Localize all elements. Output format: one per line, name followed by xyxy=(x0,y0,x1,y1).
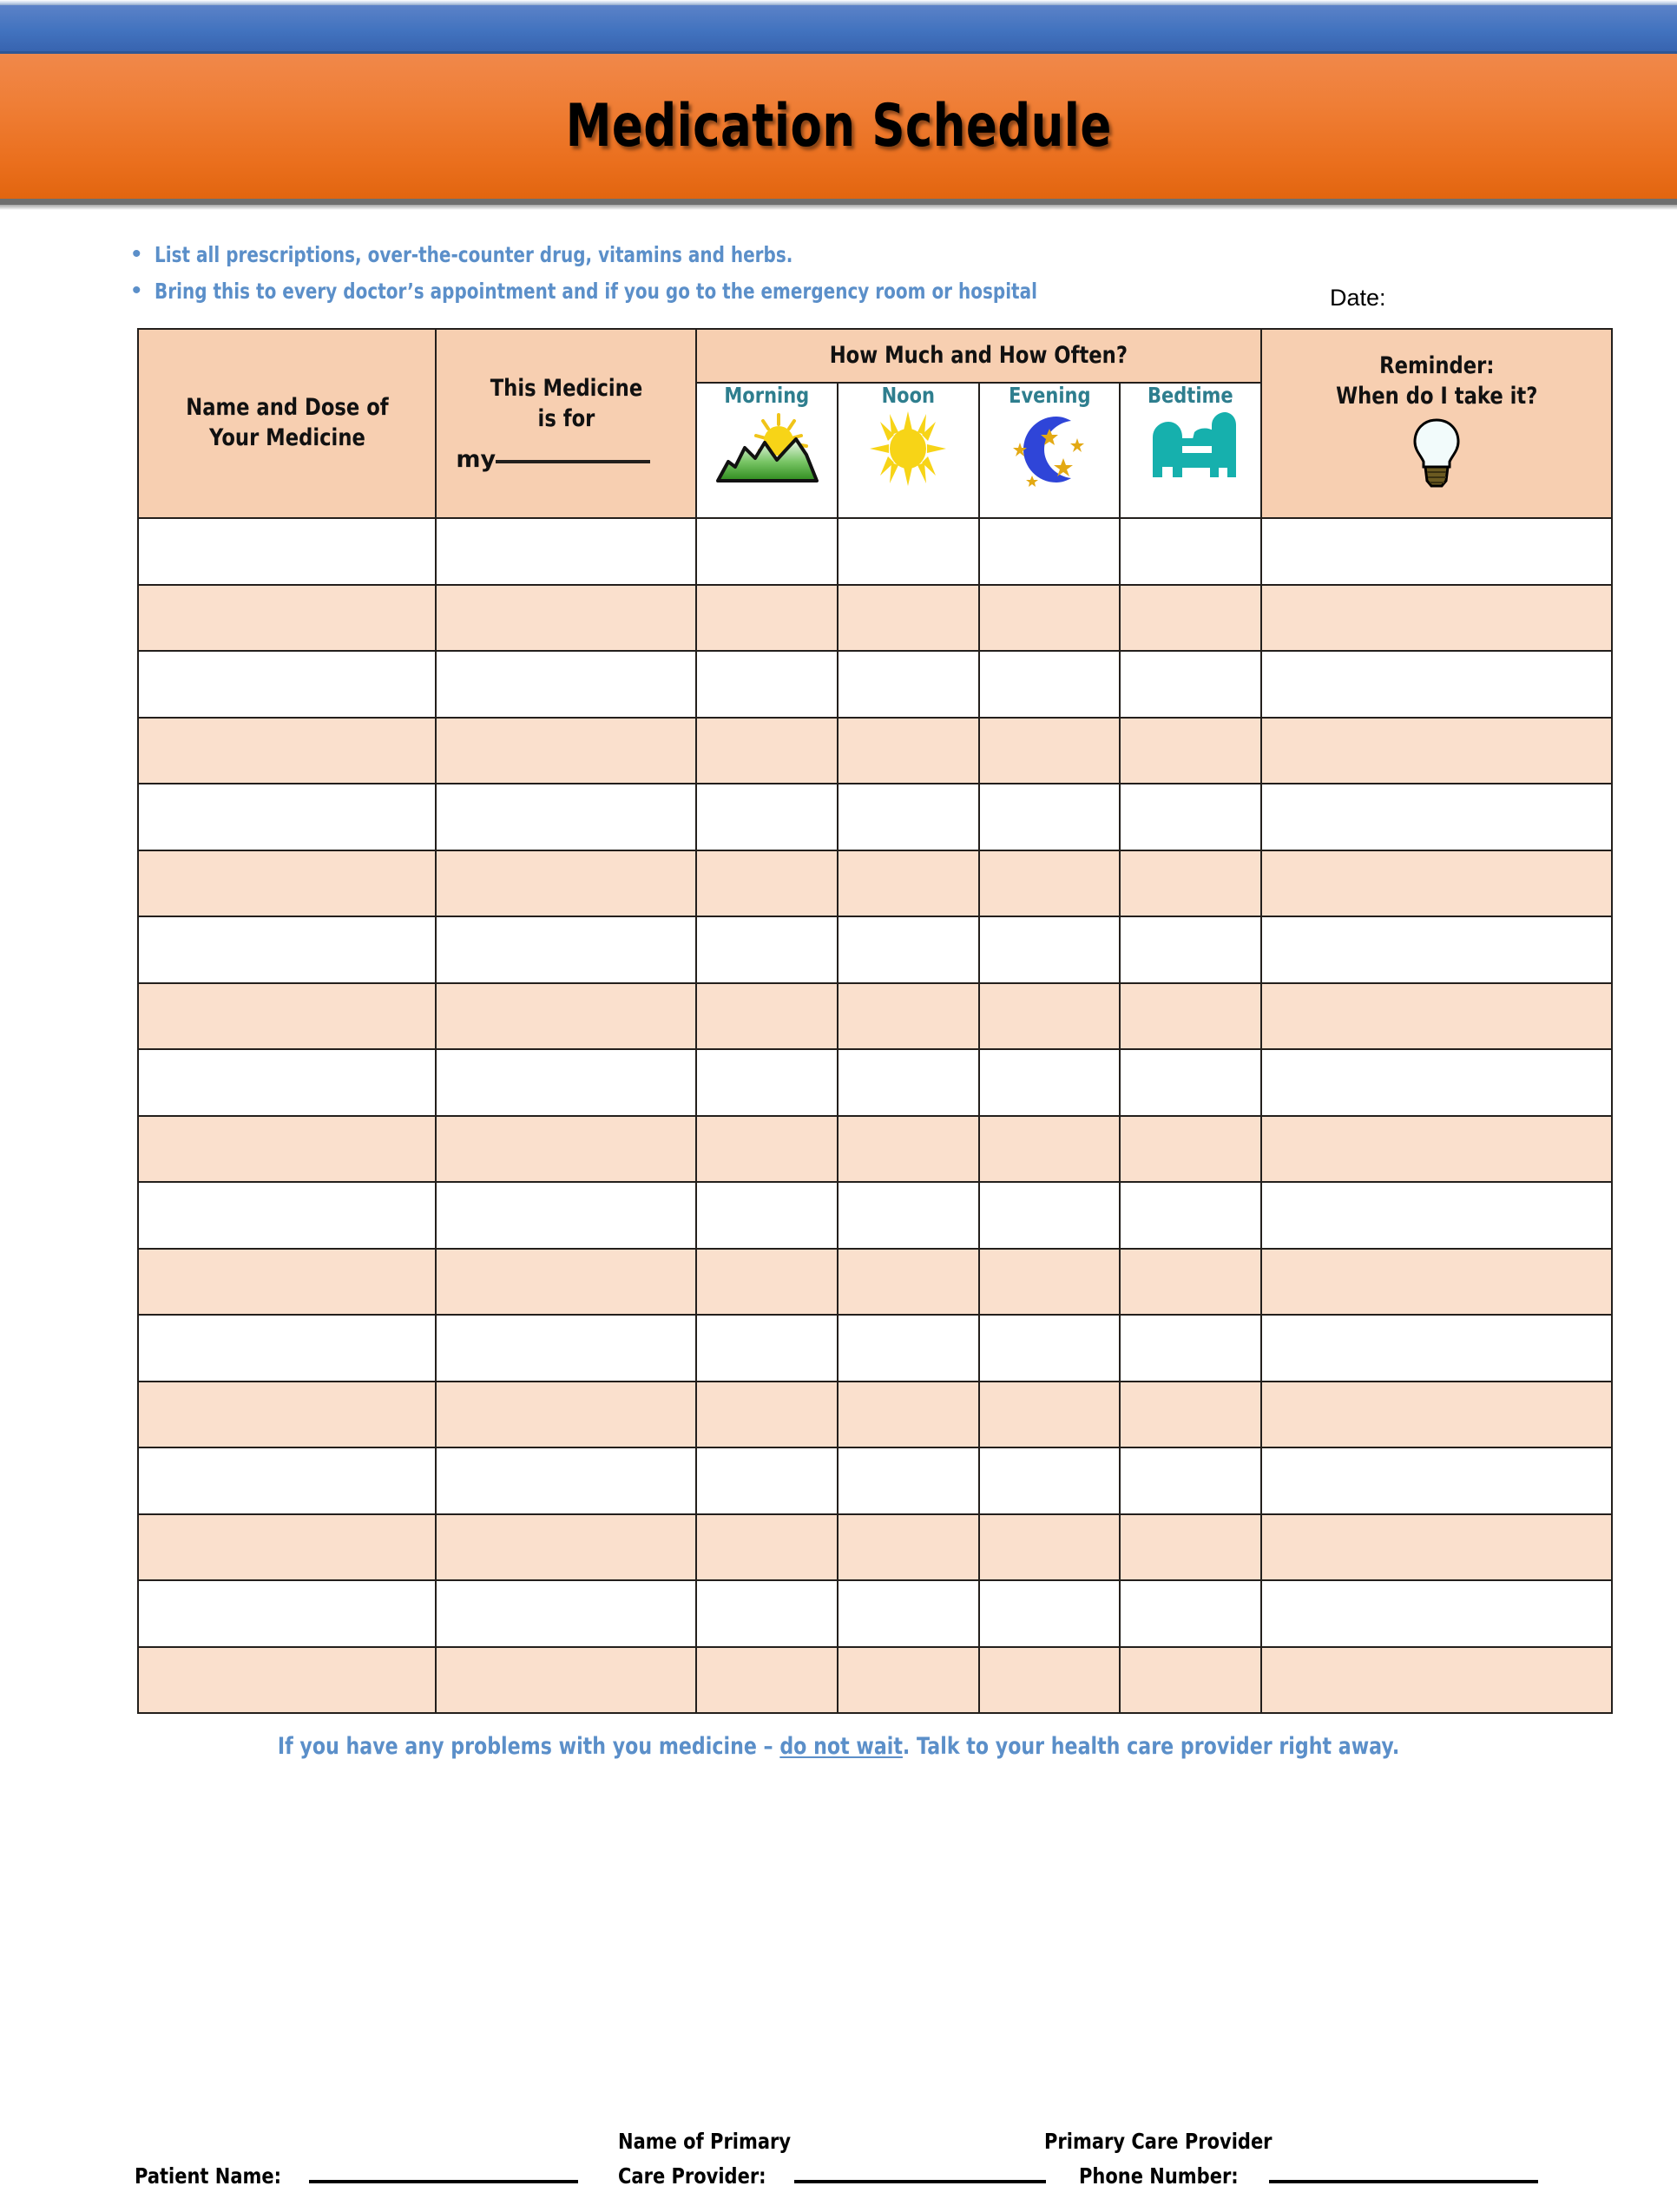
cell-morning[interactable] xyxy=(696,1447,838,1514)
cell-medicine-name[interactable] xyxy=(138,1116,436,1183)
patient-name-label: Patient Name: xyxy=(135,2163,282,2189)
reminder-line2: When do I take it? xyxy=(1335,382,1538,410)
cell-bedtime[interactable] xyxy=(1120,1182,1261,1249)
table-row[interactable] xyxy=(138,1447,1612,1514)
cell-morning[interactable] xyxy=(696,718,838,784)
table-row[interactable] xyxy=(138,1580,1612,1647)
column-header-frequency-group xyxy=(696,329,1260,383)
cell-evening[interactable] xyxy=(979,1382,1121,1448)
column-header-medicine-name xyxy=(138,329,436,518)
cell-bedtime[interactable] xyxy=(1120,651,1261,718)
patient-name-blank-line[interactable] xyxy=(309,2180,578,2183)
cell-purpose[interactable] xyxy=(436,1647,696,1714)
cell-noon[interactable] xyxy=(838,518,979,585)
cell-morning[interactable] xyxy=(696,983,838,1050)
list-item xyxy=(132,278,1677,304)
cell-reminder[interactable] xyxy=(1261,1647,1612,1714)
cell-reminder[interactable] xyxy=(1261,1182,1612,1249)
cell-evening[interactable] xyxy=(979,784,1121,850)
page-title: Medication Schedule xyxy=(565,92,1112,161)
cell-medicine-name[interactable] xyxy=(138,1182,436,1249)
cell-bedtime[interactable] xyxy=(1120,585,1261,652)
cell-evening[interactable] xyxy=(979,983,1121,1050)
banner-blue-bar xyxy=(0,5,1677,54)
cell-reminder[interactable] xyxy=(1261,718,1612,784)
table-row[interactable] xyxy=(138,1647,1612,1714)
cell-purpose[interactable] xyxy=(436,1447,696,1514)
cell-bedtime[interactable] xyxy=(1120,983,1261,1050)
cell-medicine-name[interactable] xyxy=(138,916,436,983)
cell-evening[interactable] xyxy=(979,1447,1121,1514)
table-row[interactable] xyxy=(138,784,1612,850)
table-row[interactable] xyxy=(138,1514,1612,1581)
table-row[interactable] xyxy=(138,1249,1612,1316)
bed-icon xyxy=(1121,410,1260,483)
cell-reminder[interactable] xyxy=(1261,1382,1612,1448)
table-row[interactable] xyxy=(138,1116,1612,1183)
list-item xyxy=(132,241,1677,267)
cell-morning[interactable] xyxy=(696,1315,838,1382)
cell-purpose[interactable] xyxy=(436,518,696,585)
page-banner xyxy=(0,0,1677,205)
cell-medicine-name[interactable] xyxy=(138,1249,436,1316)
cell-medicine-name[interactable] xyxy=(138,784,436,850)
cell-medicine-name[interactable] xyxy=(138,585,436,652)
cell-bedtime[interactable] xyxy=(1120,518,1261,585)
noon-label: Noon xyxy=(881,383,936,408)
cell-evening[interactable] xyxy=(979,1249,1121,1316)
cell-noon[interactable] xyxy=(838,1580,979,1647)
cell-reminder[interactable] xyxy=(1261,850,1612,917)
cell-noon[interactable] xyxy=(838,718,979,784)
table-row[interactable] xyxy=(138,1049,1612,1116)
cell-bedtime[interactable] xyxy=(1120,850,1261,917)
instruction-text-2: Bring this to every doctor’s appointment and if you go to the emergency room or hospital xyxy=(155,279,1037,304)
cell-medicine-name[interactable] xyxy=(138,718,436,784)
purpose-prefix: my xyxy=(456,446,497,474)
provider-phone-top-label: Primary Care Provider xyxy=(1044,2129,1273,2154)
cell-noon[interactable] xyxy=(838,1514,979,1581)
cell-purpose[interactable] xyxy=(436,1315,696,1382)
cell-reminder[interactable] xyxy=(1261,1514,1612,1581)
cell-evening[interactable] xyxy=(979,1580,1121,1647)
cell-reminder[interactable] xyxy=(1261,651,1612,718)
cell-morning[interactable] xyxy=(696,1182,838,1249)
cell-noon[interactable] xyxy=(838,1249,979,1316)
cell-purpose[interactable] xyxy=(436,1580,696,1647)
cell-morning[interactable] xyxy=(696,850,838,917)
cell-reminder[interactable] xyxy=(1261,916,1612,983)
cell-morning[interactable] xyxy=(696,651,838,718)
cell-purpose[interactable] xyxy=(436,916,696,983)
table-row[interactable] xyxy=(138,518,1612,585)
cell-purpose[interactable] xyxy=(436,784,696,850)
bullet-dot-icon: • xyxy=(132,276,141,305)
cell-medicine-name[interactable] xyxy=(138,1382,436,1448)
column-header-evening xyxy=(979,383,1121,518)
cell-purpose[interactable] xyxy=(436,850,696,917)
cell-bedtime[interactable] xyxy=(1120,916,1261,983)
instructions-list xyxy=(132,240,1677,311)
cell-noon[interactable] xyxy=(838,1182,979,1249)
signature-section xyxy=(0,2129,1677,2212)
cell-reminder[interactable] xyxy=(1261,1249,1612,1316)
cell-medicine-name[interactable] xyxy=(138,983,436,1050)
column-header-morning xyxy=(696,383,838,518)
column-header-noon xyxy=(838,383,979,518)
purpose-blank-line[interactable] xyxy=(496,460,650,463)
bullet-dot-icon: • xyxy=(132,240,141,268)
cell-evening[interactable] xyxy=(979,718,1121,784)
cell-medicine-name[interactable] xyxy=(138,651,436,718)
cell-purpose[interactable] xyxy=(436,1116,696,1183)
cell-noon[interactable] xyxy=(838,850,979,917)
table-row[interactable] xyxy=(138,1182,1612,1249)
cell-evening[interactable] xyxy=(979,850,1121,917)
cell-reminder[interactable] xyxy=(1261,784,1612,850)
cell-bedtime[interactable] xyxy=(1120,1580,1261,1647)
date-field-label[interactable]: Date: xyxy=(1330,285,1386,311)
cell-purpose[interactable] xyxy=(436,1382,696,1448)
cell-purpose[interactable] xyxy=(436,1182,696,1249)
warning-emphasis: do not wait xyxy=(779,1733,903,1760)
cell-medicine-name[interactable] xyxy=(138,1580,436,1647)
cell-bedtime[interactable] xyxy=(1120,784,1261,850)
cell-evening[interactable] xyxy=(979,1514,1121,1581)
bedtime-label: Bedtime xyxy=(1148,383,1233,408)
cell-noon[interactable] xyxy=(838,585,979,652)
cell-bedtime[interactable] xyxy=(1120,1249,1261,1316)
purpose-line1: This Medicine xyxy=(490,374,643,402)
cell-medicine-name[interactable] xyxy=(138,850,436,917)
cell-noon[interactable] xyxy=(838,1315,979,1382)
sunrise-mountain-icon xyxy=(697,410,837,487)
cell-morning[interactable] xyxy=(696,1647,838,1714)
morning-label: Morning xyxy=(724,383,810,408)
table-row[interactable] xyxy=(138,1382,1612,1448)
cell-evening[interactable] xyxy=(979,1182,1121,1249)
cell-medicine-name[interactable] xyxy=(138,1315,436,1382)
instruction-text-1: List all prescriptions, over-the-counter drug, vitamins and herbs. xyxy=(155,242,793,267)
frequency-group-label: How Much and How Often? xyxy=(830,341,1128,369)
cell-noon[interactable] xyxy=(838,1116,979,1183)
table-row[interactable] xyxy=(138,718,1612,784)
cell-morning[interactable] xyxy=(696,1116,838,1183)
sun-icon xyxy=(838,410,978,492)
cell-morning[interactable] xyxy=(696,916,838,983)
column-header-reminder xyxy=(1261,329,1612,518)
cell-reminder[interactable] xyxy=(1261,1315,1612,1382)
cell-bedtime[interactable] xyxy=(1120,718,1261,784)
cell-reminder[interactable] xyxy=(1261,1580,1612,1647)
banner-orange-bar xyxy=(0,54,1677,205)
cell-medicine-name[interactable] xyxy=(138,1049,436,1116)
cell-morning[interactable] xyxy=(696,518,838,585)
cell-noon[interactable] xyxy=(838,651,979,718)
provider-phone-field[interactable] xyxy=(1079,2163,1538,2189)
column-header-medicine-purpose xyxy=(436,329,696,518)
medicine-name-line2: Your Medicine xyxy=(208,424,365,451)
cell-bedtime[interactable] xyxy=(1120,1514,1261,1581)
signature-top-labels xyxy=(0,2129,1677,2163)
medicine-name-line1: Name and Dose of xyxy=(185,394,389,422)
cell-purpose[interactable] xyxy=(436,1249,696,1316)
cell-reminder[interactable] xyxy=(1261,585,1612,652)
cell-evening[interactable] xyxy=(979,916,1121,983)
cell-medicine-name[interactable] xyxy=(138,1647,436,1714)
warning-suffix: . Talk to your health care provider right away. xyxy=(902,1733,1400,1760)
cell-bedtime[interactable] xyxy=(1120,1647,1261,1714)
cell-noon[interactable] xyxy=(838,1647,979,1714)
cell-purpose[interactable] xyxy=(436,651,696,718)
cell-medicine-name[interactable] xyxy=(138,1514,436,1581)
warning-prefix: If you have any problems with you medicine – xyxy=(277,1733,780,1760)
reminder-line1: Reminder: xyxy=(1378,351,1495,379)
cell-morning[interactable] xyxy=(696,1580,838,1647)
medication-schedule-table xyxy=(137,328,1613,1714)
purpose-line2: is for xyxy=(537,404,595,432)
cell-morning[interactable] xyxy=(696,784,838,850)
cell-bedtime[interactable] xyxy=(1120,1447,1261,1514)
patient-name-field[interactable] xyxy=(135,2163,578,2189)
provider-name-field[interactable] xyxy=(618,2163,1046,2189)
cell-noon[interactable] xyxy=(838,1382,979,1448)
cell-evening[interactable] xyxy=(979,1315,1121,1382)
table-row[interactable] xyxy=(138,585,1612,652)
cell-evening[interactable] xyxy=(979,1116,1121,1183)
table-row[interactable] xyxy=(138,983,1612,1050)
cell-morning[interactable] xyxy=(696,1049,838,1116)
cell-evening[interactable] xyxy=(979,1647,1121,1714)
provider-name-blank-line[interactable] xyxy=(794,2180,1046,2183)
cell-morning[interactable] xyxy=(696,585,838,652)
cell-reminder[interactable] xyxy=(1261,1447,1612,1514)
cell-bedtime[interactable] xyxy=(1120,1116,1261,1183)
cell-noon[interactable] xyxy=(838,983,979,1050)
cell-purpose[interactable] xyxy=(436,983,696,1050)
cell-morning[interactable] xyxy=(696,1382,838,1448)
table-row[interactable] xyxy=(138,850,1612,917)
cell-reminder[interactable] xyxy=(1261,518,1612,585)
cell-morning[interactable] xyxy=(696,1249,838,1316)
cell-purpose[interactable] xyxy=(436,1514,696,1581)
provider-phone-label: Phone Number: xyxy=(1079,2163,1239,2189)
provider-phone-blank-line[interactable] xyxy=(1269,2180,1538,2183)
cell-reminder[interactable] xyxy=(1261,1116,1612,1183)
table-header-row-top xyxy=(138,329,1612,383)
cell-reminder[interactable] xyxy=(1261,1049,1612,1116)
cell-reminder[interactable] xyxy=(1261,983,1612,1050)
cell-evening[interactable] xyxy=(979,585,1121,652)
cell-bedtime[interactable] xyxy=(1120,1382,1261,1448)
crescent-moon-stars-icon xyxy=(980,410,1120,492)
table-row[interactable] xyxy=(138,916,1612,983)
purpose-fill-in-field[interactable] xyxy=(456,446,695,473)
table-row[interactable] xyxy=(138,651,1612,718)
provider-name-top-label: Name of Primary xyxy=(618,2129,792,2154)
cell-medicine-name[interactable] xyxy=(138,518,436,585)
cell-purpose[interactable] xyxy=(436,1049,696,1116)
cell-noon[interactable] xyxy=(838,1049,979,1116)
warning-text xyxy=(0,1733,1677,1760)
cell-purpose[interactable] xyxy=(436,585,696,652)
cell-bedtime[interactable] xyxy=(1120,1315,1261,1382)
cell-purpose[interactable] xyxy=(436,718,696,784)
signature-fields-row xyxy=(0,2163,1677,2212)
table-row[interactable] xyxy=(138,1315,1612,1382)
lightbulb-icon xyxy=(1262,417,1611,496)
cell-evening[interactable] xyxy=(979,651,1121,718)
cell-medicine-name[interactable] xyxy=(138,1447,436,1514)
cell-noon[interactable] xyxy=(838,784,979,850)
cell-morning[interactable] xyxy=(696,1514,838,1581)
column-header-bedtime xyxy=(1120,383,1261,518)
cell-bedtime[interactable] xyxy=(1120,1049,1261,1116)
cell-evening[interactable] xyxy=(979,518,1121,585)
table-body xyxy=(138,518,1612,1713)
cell-noon[interactable] xyxy=(838,1447,979,1514)
evening-label: Evening xyxy=(1008,383,1091,408)
cell-evening[interactable] xyxy=(979,1049,1121,1116)
cell-noon[interactable] xyxy=(838,916,979,983)
provider-name-label: Care Provider: xyxy=(618,2163,766,2189)
